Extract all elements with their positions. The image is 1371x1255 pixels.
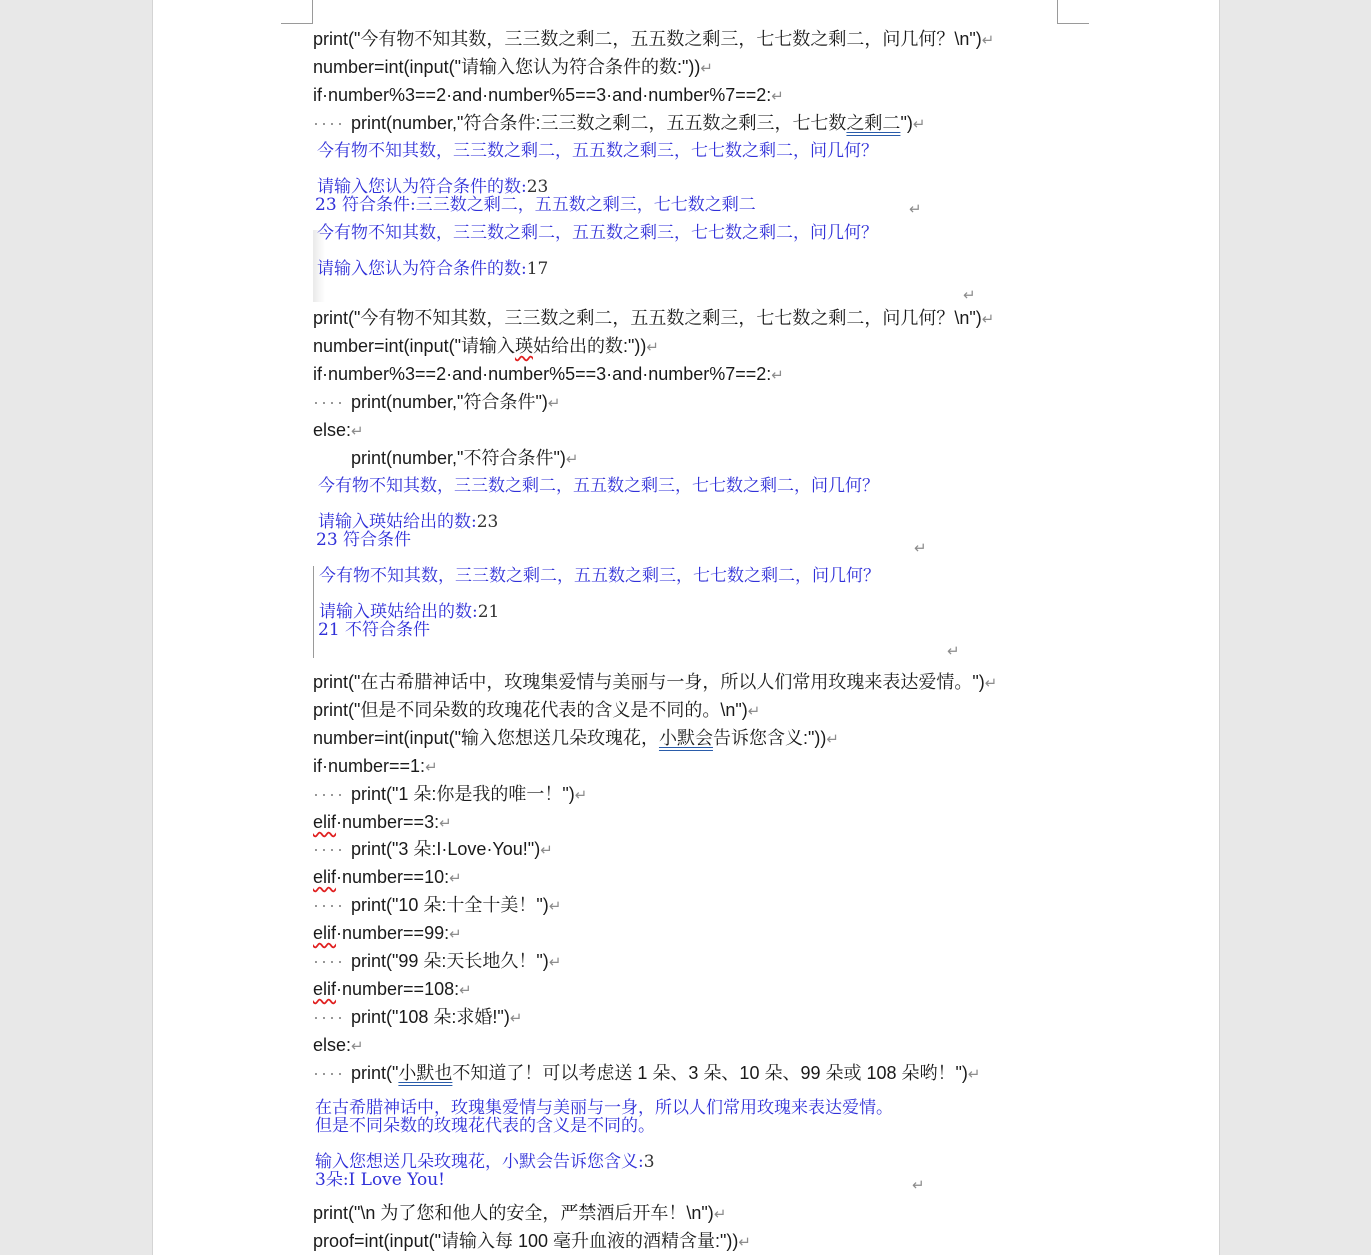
code-line[interactable]: print(number,"符合条件:三三数之剩二，五五数之剩三，七七数之剩二")↵ bbox=[351, 113, 926, 133]
console-output: 3朵:I Love You! bbox=[315, 1170, 446, 1190]
code-line[interactable]: print("小默也不知道了！可以考虑送 1 朵、3 朵、10 朵、99 朵或 108 朵哟！")↵ bbox=[351, 1063, 981, 1083]
console-output: 今有物不知其数，三三数之剩二，五五数之剩三，七七数之剩二，问几何？ bbox=[317, 141, 878, 161]
paragraph-mark: ↵ bbox=[909, 201, 922, 218]
console-output: 请输入瑛姑给出的数:23 bbox=[318, 512, 499, 532]
console-output: 请输入瑛姑给出的数:21 bbox=[319, 602, 500, 622]
console-output: 输入您想送几朵玫瑰花，小默会告诉您含义:3 bbox=[315, 1152, 655, 1172]
indent-marks: ···· bbox=[313, 839, 345, 859]
code-line[interactable]: elif·number==99:↵ bbox=[313, 923, 462, 943]
console-output: 21 不符合条件 bbox=[318, 620, 431, 640]
paragraph-mark: ↵ bbox=[947, 643, 960, 660]
paragraph-mark: ↵ bbox=[914, 540, 927, 557]
code-line[interactable]: elif·number==108:↵ bbox=[313, 979, 472, 999]
console-output: 23 符合条件 bbox=[316, 530, 412, 550]
code-line[interactable]: print("10 朵:十全十美！")↵ bbox=[351, 895, 562, 915]
crop-mark bbox=[281, 23, 313, 24]
code-line[interactable]: number=int(input("请输入您认为符合条件的数:"))↵ bbox=[313, 57, 713, 77]
console-output: 在古希腊神话中，玫瑰集爱情与美丽与一身，所以人们常用玫瑰来表达爱情。 bbox=[315, 1098, 893, 1118]
code-line[interactable]: if·number%3==2·and·number%5==3·and·number%7==2:↵ bbox=[313, 364, 784, 384]
code-line[interactable]: if·number%3==2·and·number%5==3·and·number%7==2:↵ bbox=[313, 85, 784, 105]
code-line[interactable]: proof=int(input("请输入每 100 毫升血液的酒精含量:"))↵ bbox=[313, 1231, 751, 1251]
console-output: 请输入您认为符合条件的数:23 bbox=[317, 177, 549, 197]
code-line[interactable]: number=int(input("输入您想送几朵玫瑰花，小默会告诉您含义:"))↵ bbox=[313, 728, 839, 748]
code-line[interactable]: print("99 朵:天长地久！")↵ bbox=[351, 951, 562, 971]
indent-marks: ···· bbox=[313, 784, 345, 804]
code-line[interactable]: number=int(input("请输入瑛姑给出的数:"))↵ bbox=[313, 336, 659, 356]
code-line[interactable]: if·number==1:↵ bbox=[313, 756, 438, 776]
code-line[interactable]: print("今有物不知其数，三三数之剩二，五五数之剩三，七七数之剩二，问几何？\n")↵ bbox=[313, 29, 995, 49]
code-line[interactable]: print(number,"符合条件")↵ bbox=[351, 392, 561, 412]
indent-marks: ···· bbox=[313, 113, 345, 133]
code-line[interactable]: print("108 朵:求婚!")↵ bbox=[351, 1007, 523, 1027]
code-line[interactable]: print(number,"不符合条件")↵ bbox=[351, 448, 579, 468]
paragraph-mark: ↵ bbox=[963, 287, 976, 304]
code-line[interactable]: print("在古希腊神话中，玫瑰集爱情与美丽与一身，所以人们常用玫瑰来表达爱情。")↵ bbox=[313, 672, 998, 692]
console-output: 今有物不知其数，三三数之剩二，五五数之剩三，七七数之剩二，问几何？ bbox=[319, 566, 880, 586]
crop-mark bbox=[312, 0, 313, 24]
paragraph-mark: ↵ bbox=[912, 1177, 925, 1194]
indent-marks: ···· bbox=[313, 1063, 345, 1083]
console-output: 23 符合条件:三三数之剩二，五五数之剩三，七七数之剩二 bbox=[315, 195, 756, 215]
indent-marks: ···· bbox=[313, 1007, 345, 1027]
code-line[interactable]: print("\n 为了您和他人的安全，严禁酒后开车！\n")↵ bbox=[313, 1203, 727, 1223]
crop-mark bbox=[1057, 23, 1089, 24]
code-line[interactable]: elif·number==3:↵ bbox=[313, 812, 452, 832]
code-line[interactable]: else:↵ bbox=[313, 1035, 364, 1055]
screenshot-border bbox=[313, 566, 314, 658]
console-output: 但是不同朵数的玫瑰花代表的含义是不同的。 bbox=[315, 1116, 655, 1136]
indent-marks: ···· bbox=[313, 951, 345, 971]
code-line[interactable]: print("1 朵:你是我的唯一！")↵ bbox=[351, 784, 588, 804]
code-line[interactable]: elif·number==10:↵ bbox=[313, 867, 462, 887]
code-line[interactable]: print("今有物不知其数，三三数之剩二，五五数之剩三，七七数之剩二，问几何？\n")↵ bbox=[313, 308, 995, 328]
console-output: 请输入您认为符合条件的数:17 bbox=[317, 259, 549, 279]
crop-mark bbox=[1057, 0, 1058, 24]
indent-marks: ···· bbox=[313, 392, 345, 412]
console-output: 今有物不知其数，三三数之剩二，五五数之剩三，七七数之剩二，问几何？ bbox=[317, 223, 878, 243]
code-line[interactable]: print("3 朵:I·Love·You!")↵ bbox=[351, 839, 553, 859]
code-line[interactable]: print("但是不同朵数的玫瑰花代表的含义是不同的。\n")↵ bbox=[313, 700, 761, 720]
indent-marks: ···· bbox=[313, 895, 345, 915]
code-line[interactable]: else:↵ bbox=[313, 420, 364, 440]
console-output: 今有物不知其数，三三数之剩二，五五数之剩三，七七数之剩二，问几何？ bbox=[318, 476, 879, 496]
